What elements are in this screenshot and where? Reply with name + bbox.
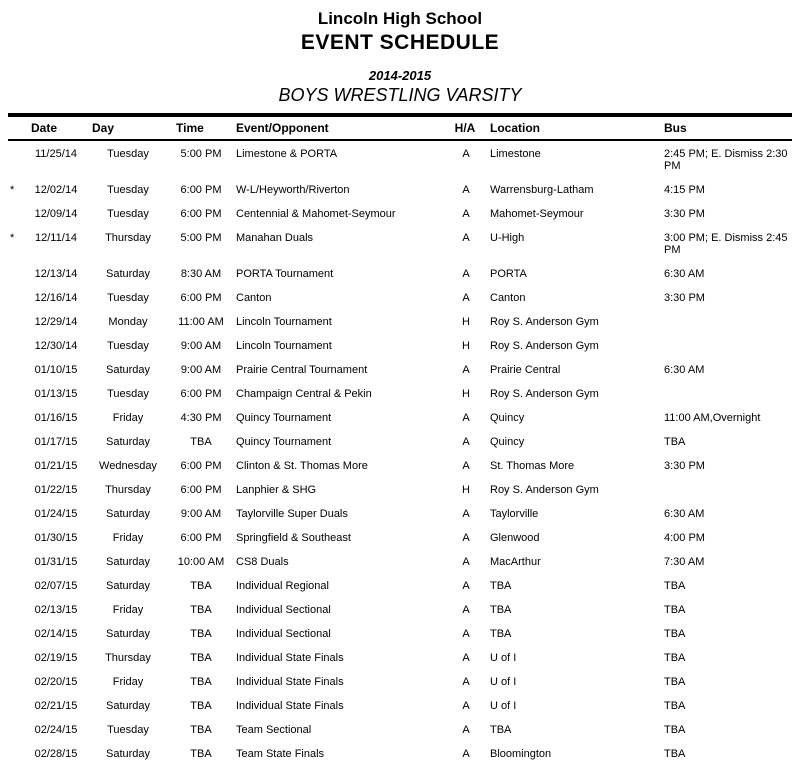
cell-location: PORTA — [490, 268, 527, 280]
cell-time: 11:00 AM — [178, 316, 224, 328]
cell-time: 4:30 PM — [180, 412, 222, 424]
cell-ha: A — [462, 208, 470, 220]
cell-time: 9:00 AM — [180, 364, 222, 376]
cell-event: Lincoln Tournament — [236, 316, 332, 328]
cell-location: U of I — [490, 700, 517, 712]
cell-date: 02/14/15 — [34, 628, 78, 640]
cell-bus: TBA — [664, 604, 686, 616]
schedule-row — [8, 645, 792, 669]
schedule-row — [8, 501, 792, 525]
cell-day: Thursday — [105, 652, 151, 664]
cell-ha: A — [462, 652, 470, 664]
cell-location: Limestone — [490, 148, 541, 160]
cell-day: Saturday — [105, 556, 151, 568]
column-header-h-a: H/A — [448, 115, 484, 140]
early-dismiss-marker — [8, 501, 26, 525]
cell-time: TBA — [190, 628, 212, 640]
cell-day: Friday — [112, 532, 144, 544]
cell-ha: A — [462, 532, 470, 544]
early-dismiss-marker — [8, 201, 26, 225]
early-dismiss-marker: * — [10, 184, 15, 196]
cell-day: Tuesday — [107, 148, 149, 160]
cell-location: U-High — [490, 232, 525, 244]
schedule-row — [8, 621, 792, 645]
cell-location: MacArthur — [490, 556, 541, 568]
early-dismiss-marker — [8, 453, 26, 477]
column-header-date: Date — [26, 115, 86, 140]
document-header — [8, 6, 792, 106]
season-label: 2014-2015 — [368, 68, 432, 83]
cell-ha: A — [462, 508, 470, 520]
cell-event: Lanphier & SHG — [236, 484, 317, 496]
cell-location: Prairie Central — [490, 364, 561, 376]
cell-day: Tuesday — [107, 724, 149, 736]
early-dismiss-marker — [8, 261, 26, 285]
cell-location: Glenwood — [490, 532, 540, 544]
early-dismiss-marker — [8, 285, 26, 309]
cell-date: 12/02/14 — [34, 184, 78, 196]
cell-bus: TBA — [664, 436, 686, 448]
cell-date: 01/10/15 — [34, 364, 78, 376]
schedule-row — [8, 333, 792, 357]
cell-day: Friday — [112, 412, 144, 424]
cell-time: 9:00 AM — [180, 508, 222, 520]
schedule-row — [8, 381, 792, 405]
cell-ha: A — [462, 628, 470, 640]
early-dismiss-marker — [8, 357, 26, 381]
cell-event: Individual State Finals — [236, 652, 344, 664]
early-dismiss-marker — [8, 405, 26, 429]
cell-time: 6:00 PM — [180, 388, 222, 400]
cell-location: Quincy — [490, 412, 525, 424]
schedule-row — [8, 525, 792, 549]
cell-date: 01/31/15 — [34, 556, 78, 568]
cell-event: W-L/Heyworth/Riverton — [236, 184, 350, 196]
cell-day: Saturday — [105, 628, 151, 640]
early-dismiss-marker — [8, 669, 26, 693]
early-dismiss-marker — [8, 645, 26, 669]
cell-bus — [656, 333, 792, 357]
cell-ha: A — [462, 412, 470, 424]
table-body — [8, 140, 792, 765]
cell-day: Tuesday — [107, 184, 149, 196]
cell-location: TBA — [490, 628, 512, 640]
cell-day: Thursday — [105, 232, 151, 244]
cell-location: St. Thomas More — [490, 460, 575, 472]
cell-ha: A — [462, 676, 470, 688]
early-dismiss-marker — [8, 381, 26, 405]
cell-event: Springfield & Southeast — [236, 532, 351, 544]
cell-time: TBA — [190, 748, 212, 760]
early-dismiss-marker — [8, 573, 26, 597]
cell-event: Champaign Central & Pekin — [236, 388, 372, 400]
schedule-row — [8, 573, 792, 597]
cell-location: Bloomington — [490, 748, 552, 760]
cell-bus: 11:00 AM,Overnight — [664, 412, 761, 424]
cell-day: Monday — [108, 316, 148, 328]
cell-location: Warrensburg-Latham — [490, 184, 594, 196]
cell-time: TBA — [190, 652, 212, 664]
cell-time: 6:00 PM — [180, 484, 222, 496]
schedule-row — [8, 597, 792, 621]
schedule-row — [8, 549, 792, 573]
cell-time: TBA — [190, 676, 212, 688]
cell-day: Friday — [112, 676, 144, 688]
cell-day: Saturday — [105, 268, 151, 280]
schedule-table — [8, 113, 792, 765]
early-dismiss-marker — [8, 309, 26, 333]
cell-event: Limestone & PORTA — [236, 148, 338, 160]
cell-time: 6:00 PM — [180, 460, 222, 472]
column-header-time: Time — [170, 115, 232, 140]
cell-day: Thursday — [105, 484, 151, 496]
schedule-row — [8, 405, 792, 429]
cell-date: 01/16/15 — [34, 412, 78, 424]
cell-ha: H — [462, 484, 470, 496]
schedule-row — [8, 477, 792, 501]
cell-event: CS8 Duals — [236, 556, 289, 568]
cell-event: Individual Regional — [236, 580, 329, 592]
schedule-row — [8, 741, 792, 765]
cell-day: Saturday — [105, 700, 151, 712]
cell-ha: A — [462, 604, 470, 616]
cell-bus: 7:30 AM — [664, 556, 705, 568]
cell-location: U of I — [490, 652, 517, 664]
column-header-spacer — [8, 115, 26, 140]
schedule-row — [8, 225, 792, 261]
cell-ha: A — [462, 700, 470, 712]
cell-event: Lincoln Tournament — [236, 340, 332, 352]
cell-location: Roy S. Anderson Gym — [490, 316, 599, 328]
cell-location: U of I — [490, 676, 517, 688]
cell-bus: TBA — [664, 628, 686, 640]
cell-time: 10:00 AM — [177, 556, 225, 568]
cell-date: 01/13/15 — [34, 388, 78, 400]
schedule-row — [8, 201, 792, 225]
cell-ha: A — [462, 556, 470, 568]
cell-day: Friday — [112, 604, 144, 616]
cell-day: Saturday — [105, 580, 151, 592]
early-dismiss-marker — [8, 477, 26, 501]
cell-event: Individual Sectional — [236, 628, 331, 640]
cell-bus — [656, 309, 792, 333]
cell-bus: TBA — [664, 700, 686, 712]
schedule-row — [8, 177, 792, 201]
cell-location: Mahomet-Seymour — [490, 208, 584, 220]
cell-bus: 6:30 AM — [664, 364, 705, 376]
cell-time: TBA — [190, 700, 212, 712]
cell-ha: A — [462, 364, 470, 376]
cell-ha: A — [462, 724, 470, 736]
cell-bus — [656, 381, 792, 405]
schedule-row — [8, 285, 792, 309]
cell-time: 6:00 PM — [180, 532, 222, 544]
cell-event: Individual State Finals — [236, 700, 344, 712]
cell-bus: TBA — [664, 748, 686, 760]
cell-location: Roy S. Anderson Gym — [490, 340, 599, 352]
table-header — [8, 115, 792, 140]
cell-location: TBA — [490, 604, 512, 616]
column-header-event-opponent: Event/Opponent — [232, 115, 448, 140]
early-dismiss-marker — [8, 140, 26, 177]
cell-date: 02/24/15 — [34, 724, 78, 736]
cell-day: Tuesday — [107, 208, 149, 220]
cell-ha: A — [462, 292, 470, 304]
cell-event: Quincy Tournament — [236, 436, 332, 448]
early-dismiss-marker — [8, 597, 26, 621]
cell-date: 01/30/15 — [34, 532, 78, 544]
schedule-row — [8, 669, 792, 693]
cell-bus: 4:15 PM — [664, 184, 705, 196]
cell-time: 5:00 PM — [180, 148, 222, 160]
team-name: BOYS WRESTLING VARSITY — [278, 85, 522, 105]
cell-date: 12/13/14 — [34, 268, 78, 280]
cell-date: 01/22/15 — [34, 484, 78, 496]
cell-day: Saturday — [105, 436, 151, 448]
cell-event: PORTA Tournament — [236, 268, 334, 280]
cell-event: Clinton & St. Thomas More — [236, 460, 368, 472]
cell-bus: 3:00 PM; E. Dismiss 2:45 PM — [664, 232, 788, 256]
cell-time: TBA — [190, 604, 212, 616]
cell-bus — [656, 477, 792, 501]
cell-bus: 3:30 PM — [664, 460, 705, 472]
cell-date: 12/09/14 — [34, 208, 78, 220]
cell-bus: TBA — [664, 724, 686, 736]
cell-date: 02/19/15 — [34, 652, 78, 664]
schedule-row — [8, 693, 792, 717]
cell-time: 6:00 PM — [180, 184, 222, 196]
cell-date: 11/25/14 — [34, 148, 77, 160]
cell-ha: A — [462, 580, 470, 592]
cell-event: Manahan Duals — [236, 232, 314, 244]
cell-ha: H — [462, 388, 470, 400]
cell-day: Saturday — [105, 364, 151, 376]
cell-event: Quincy Tournament — [236, 412, 332, 424]
schedule-row — [8, 140, 792, 177]
cell-bus: 2:45 PM; E. Dismiss 2:30 PM — [664, 148, 788, 172]
cell-event: Canton — [236, 292, 272, 304]
cell-event: Individual State Finals — [236, 676, 344, 688]
cell-time: TBA — [190, 436, 212, 448]
cell-ha: A — [462, 268, 470, 280]
cell-bus: 3:30 PM — [664, 208, 705, 220]
cell-time: 6:00 PM — [180, 208, 222, 220]
cell-ha: A — [462, 232, 470, 244]
cell-location: Roy S. Anderson Gym — [490, 388, 599, 400]
cell-ha: A — [462, 748, 470, 760]
cell-time: 9:00 AM — [180, 340, 222, 352]
cell-ha: A — [462, 460, 470, 472]
schedule-row — [8, 453, 792, 477]
schedule-row — [8, 309, 792, 333]
cell-event: Centennial & Mahomet-Seymour — [236, 208, 396, 220]
cell-date: 01/21/15 — [34, 460, 78, 472]
cell-date: 12/11/14 — [34, 232, 77, 244]
column-header-bus: Bus — [656, 115, 792, 140]
cell-location: TBA — [490, 580, 512, 592]
cell-date: 01/24/15 — [34, 508, 78, 520]
column-header-location: Location — [484, 115, 656, 140]
early-dismiss-marker — [8, 741, 26, 765]
cell-day: Saturday — [105, 748, 151, 760]
cell-time: 5:00 PM — [180, 232, 222, 244]
cell-ha: A — [462, 148, 470, 160]
cell-event: Prairie Central Tournament — [236, 364, 368, 376]
cell-bus: 4:00 PM — [664, 532, 705, 544]
cell-time: 8:30 AM — [180, 268, 222, 280]
cell-event: Individual Sectional — [236, 604, 331, 616]
cell-ha: H — [462, 316, 470, 328]
cell-location: Quincy — [490, 436, 525, 448]
cell-date: 02/28/15 — [34, 748, 78, 760]
cell-day: Tuesday — [107, 340, 149, 352]
cell-date: 12/29/14 — [34, 316, 78, 328]
cell-bus: TBA — [664, 652, 686, 664]
cell-date: 02/20/15 — [34, 676, 78, 688]
cell-day: Tuesday — [107, 388, 149, 400]
cell-day: Saturday — [105, 508, 151, 520]
cell-bus: 3:30 PM — [664, 292, 705, 304]
early-dismiss-marker — [8, 525, 26, 549]
cell-bus: TBA — [664, 580, 686, 592]
cell-day: Tuesday — [107, 292, 149, 304]
cell-day: Wednesday — [99, 460, 157, 472]
early-dismiss-marker — [8, 717, 26, 741]
early-dismiss-marker — [8, 333, 26, 357]
early-dismiss-marker — [8, 693, 26, 717]
early-dismiss-marker: * — [10, 232, 15, 244]
cell-date: 02/07/15 — [34, 580, 78, 592]
cell-bus: 6:30 AM — [664, 268, 705, 280]
early-dismiss-marker — [8, 549, 26, 573]
cell-location: Canton — [490, 292, 526, 304]
cell-bus: TBA — [664, 676, 686, 688]
cell-event: Taylorville Super Duals — [236, 508, 348, 520]
cell-location: Roy S. Anderson Gym — [490, 484, 599, 496]
cell-location: Taylorville — [490, 508, 539, 520]
column-header-day: Day — [86, 115, 170, 140]
cell-date: 12/30/14 — [34, 340, 78, 352]
cell-bus: 6:30 AM — [664, 508, 705, 520]
cell-time: TBA — [190, 724, 212, 736]
schedule-row — [8, 357, 792, 381]
schedule-row — [8, 261, 792, 285]
cell-date: 02/13/15 — [34, 604, 78, 616]
cell-ha: A — [462, 436, 470, 448]
cell-ha: H — [462, 340, 470, 352]
cell-location: TBA — [490, 724, 512, 736]
document-title: EVENT SCHEDULE — [300, 31, 500, 54]
school-name: Lincoln High School — [317, 9, 483, 28]
cell-ha: A — [462, 184, 470, 196]
early-dismiss-marker — [8, 621, 26, 645]
cell-date: 02/21/15 — [34, 700, 78, 712]
cell-event: Team State Finals — [236, 748, 325, 760]
schedule-row — [8, 717, 792, 741]
cell-date: 12/16/14 — [34, 292, 78, 304]
cell-time: 6:00 PM — [180, 292, 222, 304]
cell-time: TBA — [190, 580, 212, 592]
schedule-row — [8, 429, 792, 453]
early-dismiss-marker — [8, 429, 26, 453]
table-header-row — [8, 115, 792, 140]
cell-date: 01/17/15 — [34, 436, 78, 448]
cell-event: Team Sectional — [236, 724, 312, 736]
